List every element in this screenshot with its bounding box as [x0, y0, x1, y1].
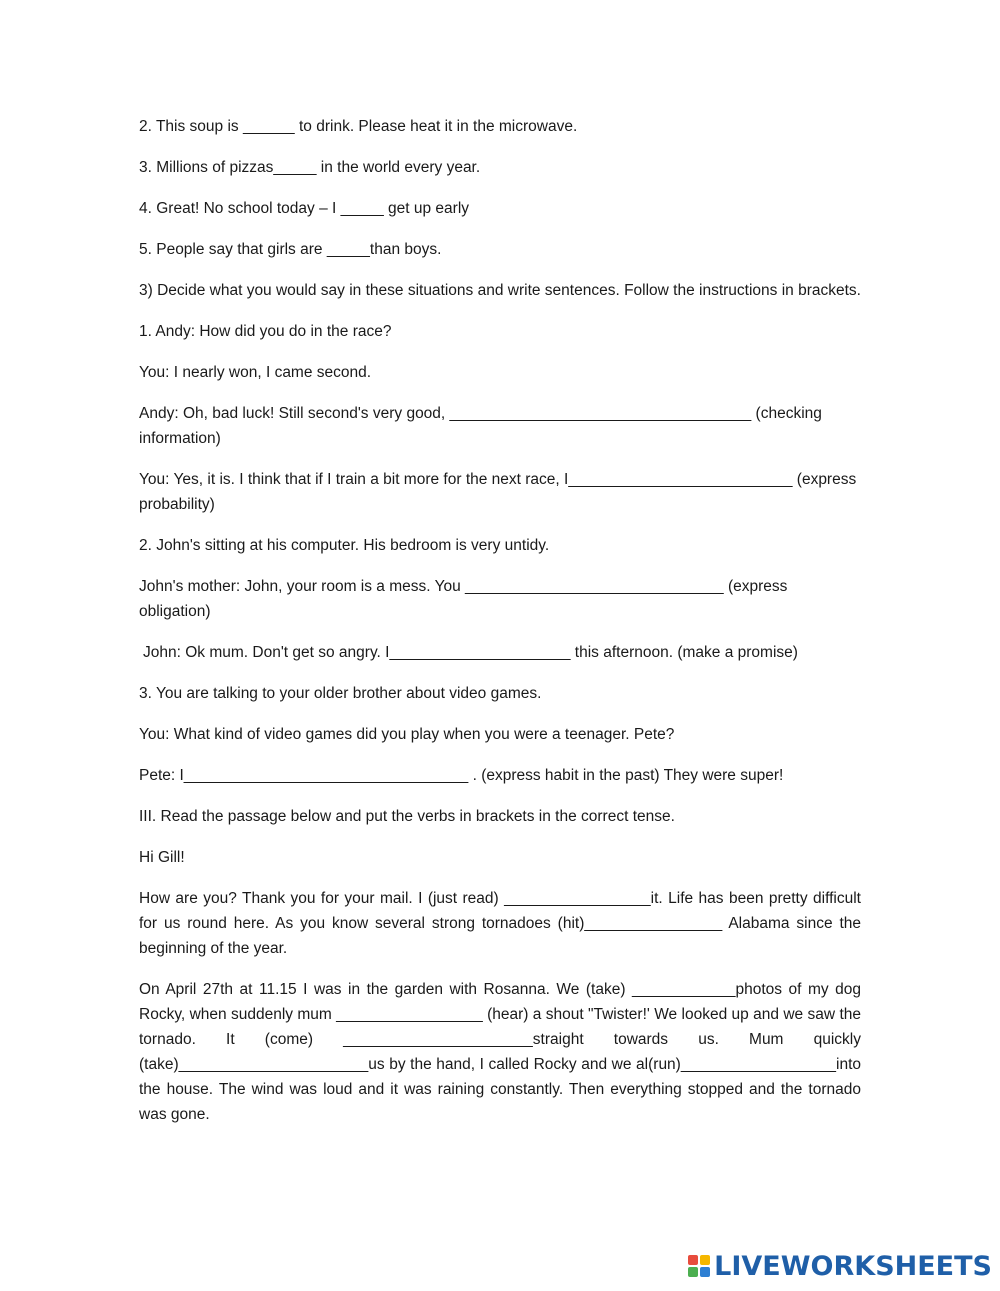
logo-block-red [688, 1255, 698, 1265]
logo-text: LIVEWORKSHEETS [714, 1250, 992, 1282]
letter-greeting: Hi Gill! [139, 849, 185, 866]
situation-1-you-probability: You: Yes, it is. I think that if I train a bit more for the next race, I__________________________ (express probability) [139, 471, 857, 513]
logo-block-green [688, 1267, 698, 1277]
logo-block-blue [700, 1267, 710, 1277]
question-2: 2. This soup is ______ to drink. Please heat it in the microwave. [139, 118, 578, 135]
question-3: 3. Millions of pizzas_____ in the world every year. [139, 159, 481, 176]
situation-1-andy-question: 1. Andy: How did you do in the race? [139, 323, 392, 340]
liveworksheets-logo [688, 1251, 992, 1281]
question-4: 4. Great! No school today – I _____ get up early [139, 200, 470, 217]
letter-paragraph-2: On April 27th at 11.15 I was in the garden with Rosanna. We (take) ____________photos of my dog Rocky, when suddenly mum _________________ (hear) a shout "Twister!' We looked up and we saw the tornado. It (come) ______________________straight towards us. Mum quickly (take)______________________us by the hand, I called Rocky and we al(run)__________________into the house. The wind was loud and it was raining constantly. Then everything stopped and the tornado was gone. [139, 981, 861, 1123]
section-III-instructions: III. Read the passage below and put the verbs in brackets in the correct tense. [139, 808, 675, 825]
question-5: 5. People say that girls are _____than boys. [139, 241, 442, 258]
letter-paragraph-1: How are you? Thank you for your mail. I (just read) _________________it. Life has been pretty difficult for us round here. As you know several strong tornadoes (hit)________________ Alabama since the beginning of the year. [139, 890, 861, 957]
logo-blocks-icon [688, 1255, 710, 1277]
section-3-instructions: 3) Decide what you would say in these situations and write sentences. Follow the instructions in brackets. [139, 282, 861, 299]
situation-3-you-question: You: What kind of video games did you play when you were a teenager. Pete? [139, 726, 675, 743]
situation-2-john: John: Ok mum. Don't get so angry. I_____________________ this afternoon. (make a promise) [143, 644, 798, 661]
situation-1-andy-check: Andy: Oh, bad luck! Still second's very good, ___________________________________ (checking information) [139, 405, 822, 447]
situation-3-intro: 3. You are talking to your older brother about video games. [139, 685, 542, 702]
situation-3-pete-answer: Pete: I_________________________________ . (express habit in the past) They were super! [139, 767, 784, 784]
situation-2-intro: 2. John's sitting at his computer. His bedroom is very untidy. [139, 537, 550, 554]
situation-1-you-answer: You: I nearly won, I came second. [139, 364, 372, 381]
worksheet-page [139, 114, 861, 1143]
logo-block-yellow [700, 1255, 710, 1265]
situation-2-mother: John's mother: John, your room is a mess. You ______________________________ (express obligation) [139, 578, 788, 620]
